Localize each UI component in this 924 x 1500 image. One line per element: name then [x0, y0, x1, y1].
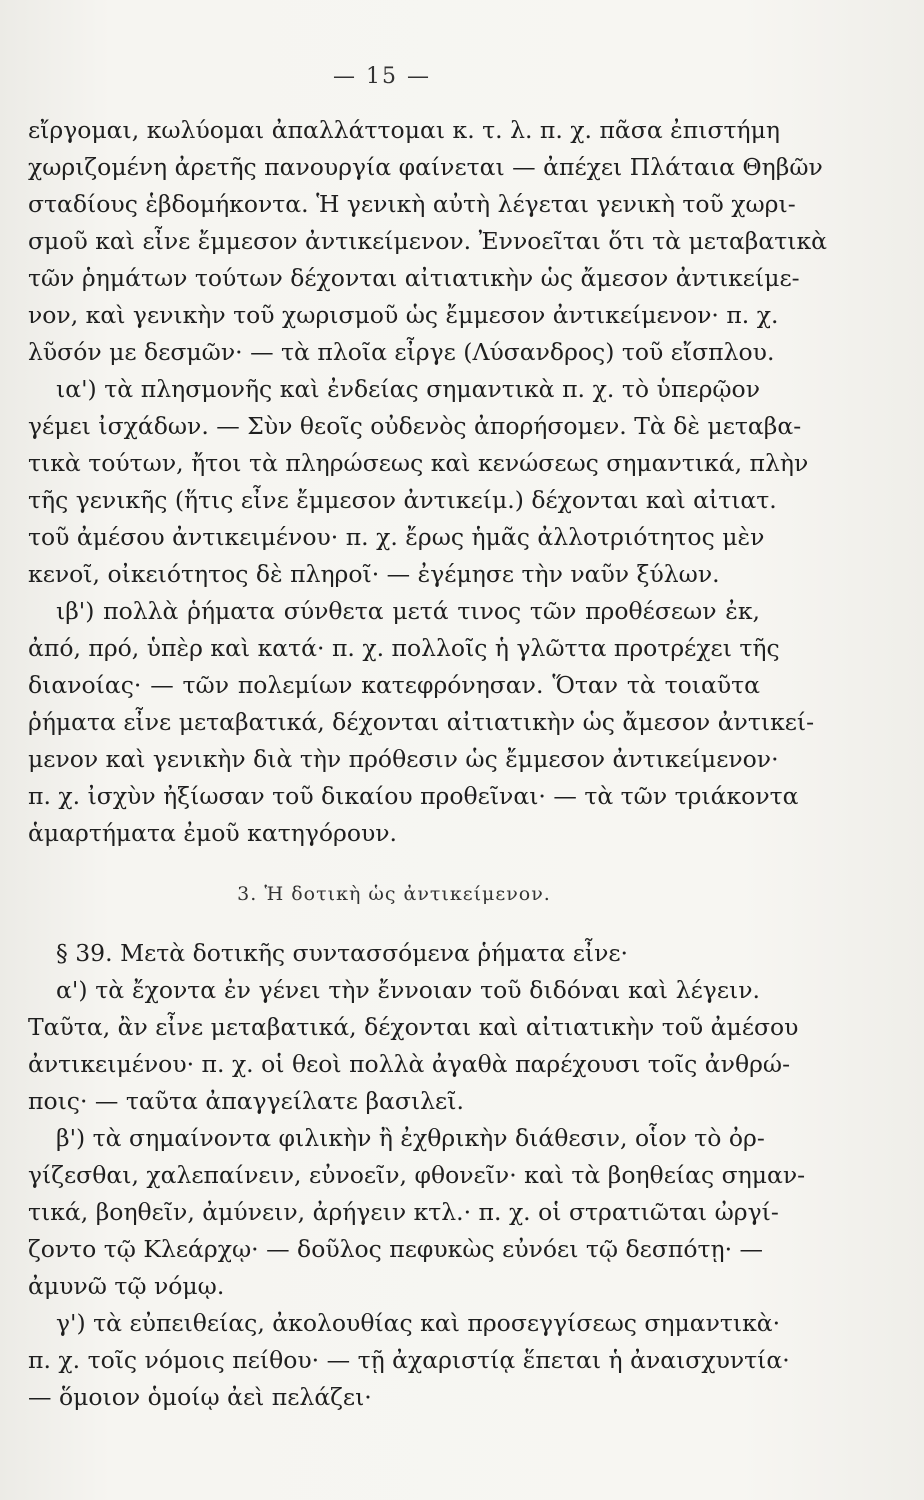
text-line: διανοίας· — τῶν πολεμίων κατεφρόνησαν. Ὅταν τὰ τοιαῦτα	[28, 671, 760, 699]
page-number: — 15 —	[333, 64, 431, 89]
text-line: τικὰ τούτων, ἤτοι τὰ πληρώσεως καὶ κενώσεως σημαντικά, πλὴν	[28, 449, 809, 477]
text-line: σταδίους ἑβδομήκοντα. Ἡ γενικὴ αὐτὴ λέγεται γενικὴ τοῦ χωρι-	[28, 190, 796, 218]
text-line: λῦσόν με δεσμῶν· — τὰ πλοῖα εἶργε (Λύσανδρος) τοῦ εἴσπλου.	[28, 338, 775, 366]
text-line: τικά, βοηθεῖν, ἀμύνειν, ἀρήγειν κτλ.· π. χ. οἱ στρατιῶται ὠργί-	[28, 1198, 779, 1226]
text-line: α') τὰ ἔχοντα ἐν γένει τὴν ἔννοιαν τοῦ διδόναι καὶ λέγειν.	[56, 976, 760, 1004]
text-line: γίζεσθαι, χαλεπαίνειν, εὐνοεῖν, φθονεῖν· καὶ τὰ βοηθείας σημαν-	[28, 1161, 806, 1189]
text-line: γέμει ἰσχάδων. — Σὺν θεοῖς οὐδενὸς ἀπορήσομεν. Τὰ δὲ μεταβα-	[28, 412, 802, 440]
text-line: ιβ') πολλὰ ῥήματα σύνθετα μετά τινος τῶν προθέσεων ἐκ,	[56, 597, 760, 625]
text-line: ια') τὰ πλησμονῆς καὶ ἐνδείας σημαντικὰ π. χ. τὸ ὑπερῷον	[56, 375, 760, 403]
text-line: ζοντο τῷ Κλεάρχῳ· — δοῦλος πεφυκὼς εὐνόει τῷ δεσπότῃ· —	[28, 1235, 764, 1263]
text-line: ποις· — ταῦτα ἀπαγγείλατε βασιλεῖ.	[28, 1087, 464, 1115]
text-line: μενον καὶ γενικὴν διὰ τὴν πρόθεσιν ὡς ἔμμεσον ἀντικείμενον·	[28, 745, 779, 773]
text-line: β') τὰ σημαίνοντα φιλικὴν ἢ ἐχθρικὴν διάθεσιν, οἷον τὸ ὀρ-	[56, 1124, 765, 1152]
text-line: ἀντικειμένου· π. χ. οἱ θεοὶ πολλὰ ἀγαθὰ παρέχουσι τοῖς ἀνθρώ-	[28, 1050, 791, 1078]
text-line: ἀμυνῶ τῷ νόμῳ.	[28, 1272, 225, 1300]
text-line: ἀπό, πρό, ὑπὲρ καὶ κατά· π. χ. πολλοῖς ἡ γλῶττα προτρέχει τῆς	[28, 634, 780, 662]
paragraph-heading: § 39. Μετὰ δοτικῆς συντασσόμενα ῥήματα εἶνε·	[56, 939, 629, 967]
section-heading: 3. Ἡ δοτικὴ ὡς ἀντικείμενον.	[237, 883, 551, 905]
text-line: π. χ. τοῖς νόμοις πείθου· — τῇ ἀχαριστίᾳ ἕπεται ἡ ἀναισχυντία·	[28, 1346, 790, 1374]
text-line: ῥήματα εἶνε μεταβατικά, δέχονται αἰτιατικὴν ὡς ἄμεσον ἀντικεί-	[28, 708, 815, 736]
text-line: — ὅμοιον ὁμοίῳ ἀεὶ πελάζει·	[28, 1383, 372, 1411]
text-line: χωριζομένη ἀρετῆς πανουργία φαίνεται — ἀπέχει Πλάταια Θηβῶν	[28, 153, 823, 181]
text-line: τῶν ῥημάτων τούτων δέχονται αἰτιατικὴν ὡς ἄμεσον ἀντικείμε-	[28, 264, 800, 292]
text-line: νον, καὶ γενικὴν τοῦ χωρισμοῦ ὡς ἔμμεσον ἀντικείμενον· π. χ.	[28, 301, 779, 329]
text-line: π. χ. ἰσχὺν ἠξίωσαν τοῦ δικαίου προθεῖναι· — τὰ τῶν τριάκοντα	[28, 782, 799, 810]
text-line: γ') τὰ εὐπειθείας, ἀκολουθίας καὶ προσεγγίσεως σημαντικὰ·	[56, 1309, 781, 1337]
page-body	[28, 112, 828, 1416]
text-line: τοῦ ἀμέσου ἀντικειμένου· π. χ. ἔρως ἡμᾶς ἀλλοτριότητος μὲν	[28, 523, 765, 551]
text-line: ἁμαρτήματα ἐμοῦ κατηγόρουν.	[28, 819, 398, 847]
text-line: τῆς γενικῆς (ἥτις εἶνε ἔμμεσον ἀντικείμ.) δέχονται καὶ αἰτιατ.	[28, 486, 777, 514]
text-line: κενοῖ, οἰκειότητος δὲ πληροῖ· — ἐγέμησε τὴν ναῦν ξύλων.	[28, 560, 720, 588]
text-line: σμοῦ καὶ εἶνε ἔμμεσον ἀντικείμενον. Ἐννοεῖται ὅτι τὰ μεταβατικὰ	[28, 227, 828, 255]
text-line: εἴργομαι, κωλύομαι ἀπαλλάττομαι κ. τ. λ. π. χ. πᾶσα ἐπιστήμη	[28, 116, 780, 144]
text-line: Ταῦτα, ἂν εἶνε μεταβατικά, δέχονται καὶ αἰτιατικὴν τοῦ ἀμέσου	[28, 1013, 799, 1041]
